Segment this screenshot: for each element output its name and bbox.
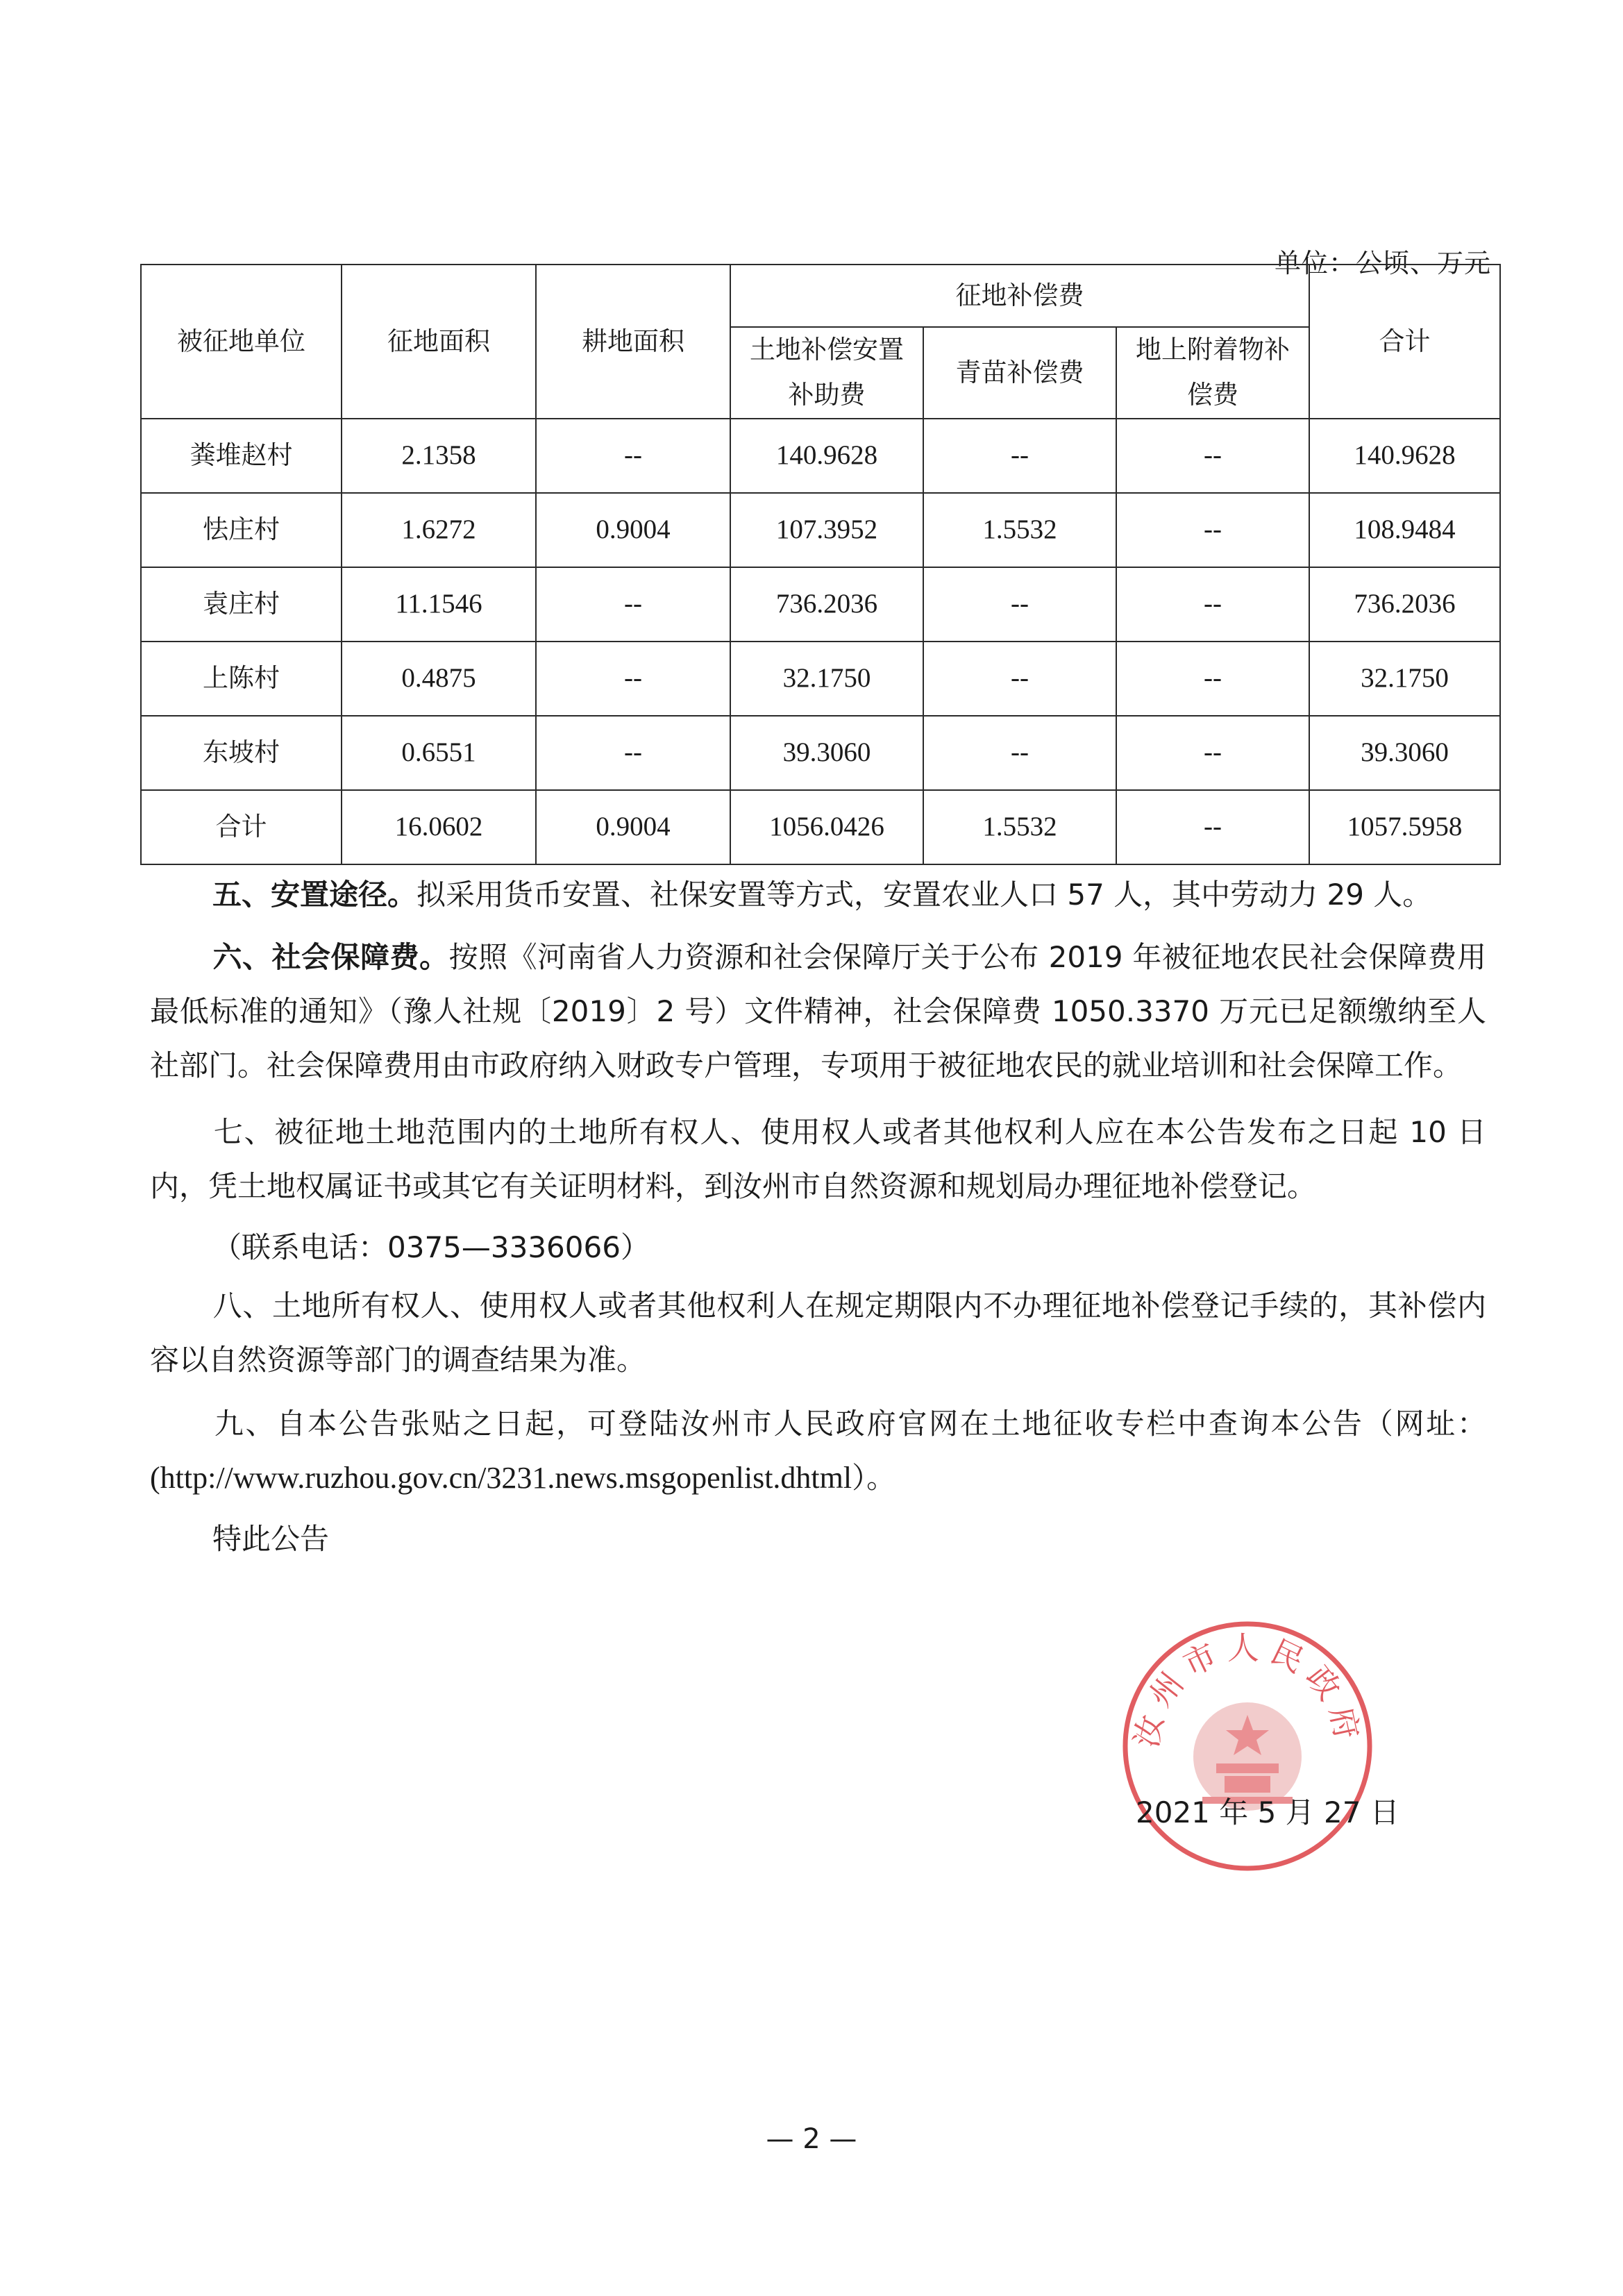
header-farmland: 耕地面积: [536, 265, 730, 419]
section-6-text: 按照《河南省人力资源和社会保障厅关于公布 2019 年被征地农民社会保障费用最低标准的通知》（豫人社规〔2019〕2 号）文件精神，社会保障费 1050.3370 万元已足额缴纳至人社部门。社会保障费用由市政府纳入财政专户管理，专项用于被征地农民的就业培训和社会保障工作。: [150, 940, 1486, 1082]
cell-land: 736.2036: [730, 567, 923, 642]
cell-crop: 1.5532: [923, 790, 1116, 864]
cell-farmland: --: [536, 567, 730, 642]
section-7-text: 七、被征地土地范围内的土地所有权人、使用权人或者其他权利人应在本公告发布之日起 10 日内，凭土地权属证书或其它有关证明材料，到汝州市自然资源和规划局办理征地补偿登记。: [150, 1115, 1486, 1203]
issue-date: 2021 年 5 月 27 日: [1136, 1795, 1399, 1829]
header-attachment-compensation: 地上附着物补偿费: [1116, 327, 1309, 419]
table-row: [141, 419, 1500, 493]
cell-total: 140.9628: [1309, 419, 1500, 493]
cell-land: 32.1750: [730, 642, 923, 716]
cell-unit: 东坡村: [141, 716, 342, 790]
cell-unit: 上陈村: [141, 642, 342, 716]
cell-attach: --: [1116, 419, 1309, 493]
page-number: — 2 —: [766, 2123, 857, 2155]
section-5: [150, 868, 1486, 922]
section-6: [150, 930, 1486, 1093]
cell-land: 140.9628: [730, 419, 923, 493]
cell-land: 39.3060: [730, 716, 923, 790]
cell-crop: --: [923, 567, 1116, 642]
section-7: [150, 1105, 1486, 1214]
header-total: 合计: [1309, 265, 1500, 419]
cell-attach: --: [1116, 493, 1309, 567]
seal-text: 汝州市人民政府: [1127, 1629, 1368, 1751]
cell-farmland: --: [536, 642, 730, 716]
cell-farmland: --: [536, 419, 730, 493]
header-land-compensation: 土地补偿安置补助费: [730, 327, 923, 419]
table-row: [141, 493, 1500, 567]
section-9-text: 九、自本公告张贴之日起，可登陆汝州市人民政府官网在土地征收专栏中查询本公告（网址：: [212, 1407, 1486, 1441]
section-9: [150, 1397, 1486, 1505]
section-6-title: 六、社会保障费。: [212, 940, 449, 974]
cell-land: 1056.0426: [730, 790, 923, 864]
cell-total: 32.1750: [1309, 642, 1500, 716]
cell-total: 736.2036: [1309, 567, 1500, 642]
cell-unit: 袁庄村: [141, 567, 342, 642]
closing-text: 特此公告: [212, 1522, 330, 1556]
cell-area: 11.1546: [342, 567, 536, 642]
cell-land: 107.3952: [730, 493, 923, 567]
table-row: [141, 567, 1500, 642]
cell-area: 2.1358: [342, 419, 536, 493]
table-row: [141, 716, 1500, 790]
compensation-table: [140, 264, 1501, 865]
section-8: [150, 1279, 1486, 1387]
cell-farmland: 0.9004: [536, 493, 730, 567]
cell-area: 0.4875: [342, 642, 536, 716]
cell-farmland: 0.9004: [536, 790, 730, 864]
unit-note: 单位：公顷、万元: [1274, 248, 1491, 278]
table-total-row: [141, 790, 1500, 864]
cell-attach: --: [1116, 642, 1309, 716]
cell-crop: --: [923, 716, 1116, 790]
closing: [150, 1512, 1486, 1566]
section-5-text: 拟采用货币安置、社保安置等方式，安置农业人口 57 人，其中劳动力 29 人。: [417, 878, 1432, 912]
cell-attach: --: [1116, 567, 1309, 642]
cell-crop: --: [923, 642, 1116, 716]
cell-unit: 合计: [141, 790, 342, 864]
cell-attach: --: [1116, 716, 1309, 790]
contact-phone: （联系电话：0375—3336066）: [212, 1230, 650, 1264]
cell-unit: 怯庄村: [141, 493, 342, 567]
header-area: 征地面积: [342, 265, 536, 419]
cell-farmland: --: [536, 716, 730, 790]
cell-unit: 粪堆赵村: [141, 419, 342, 493]
cell-crop: 1.5532: [923, 493, 1116, 567]
cell-total: 1057.5958: [1309, 790, 1500, 864]
section-9-end: ）。: [852, 1461, 896, 1495]
header-unit: 被征地单位: [141, 265, 342, 419]
contact-line: [150, 1221, 1486, 1275]
header-crop-compensation: 青苗补偿费: [923, 327, 1116, 419]
cell-crop: --: [923, 419, 1116, 493]
section-9-url[interactable]: (http://www.ruzhou.gov.cn/3231.news.msgopenlist.dhtml: [150, 1461, 852, 1495]
cell-area: 0.6551: [342, 716, 536, 790]
section-5-title: 五、安置途径。: [212, 878, 417, 912]
cell-area: 16.0602: [342, 790, 536, 864]
cell-attach: --: [1116, 790, 1309, 864]
section-8-text: 八、土地所有权人、使用权人或者其他权利人在规定期限内不办理征地补偿登记手续的，其补偿内容以自然资源等部门的调查结果为准。: [150, 1289, 1486, 1377]
cell-total: 108.9484: [1309, 493, 1500, 567]
cell-total: 39.3060: [1309, 716, 1500, 790]
table-row: [141, 642, 1500, 716]
official-seal: [1119, 1618, 1376, 1875]
header-compensation-group: 征地补偿费: [730, 265, 1309, 327]
cell-area: 1.6272: [342, 493, 536, 567]
